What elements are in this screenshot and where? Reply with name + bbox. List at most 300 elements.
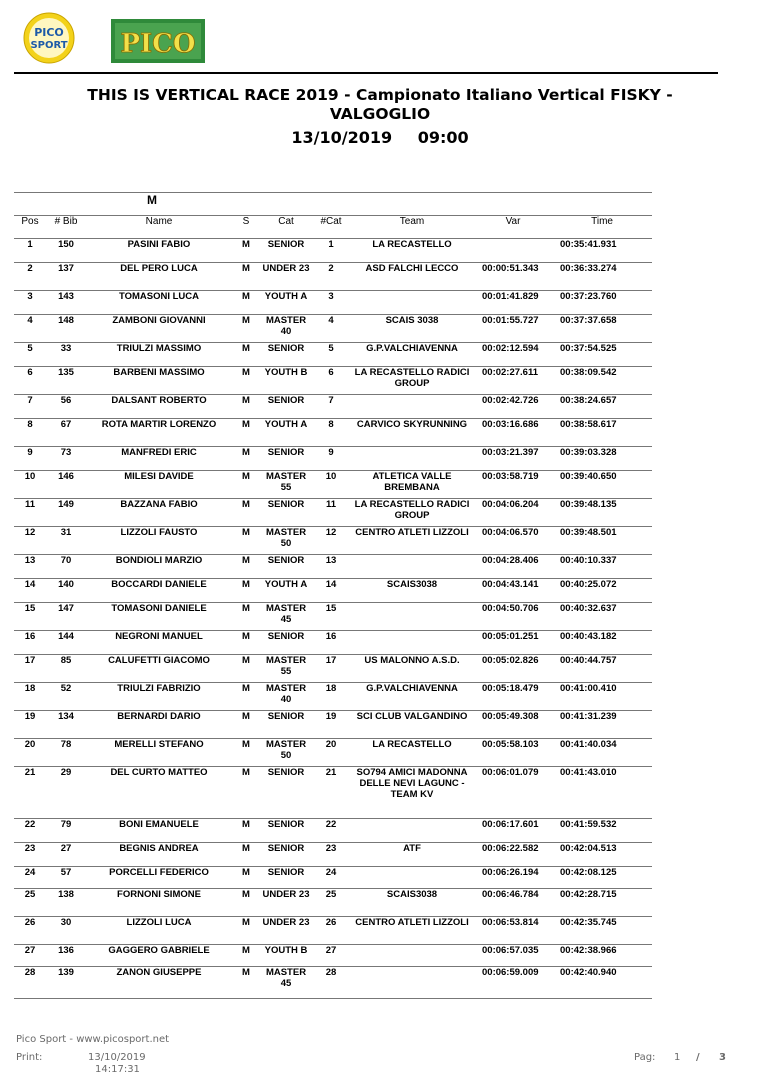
cell-var: 00:02:12.594 [474,343,552,367]
group-row [14,193,652,216]
cell-var: 00:06:59.009 [474,967,552,999]
cell-name: PORCELLI FEDERICO [86,867,232,889]
cell-time: 00:42:38.966 [552,945,652,967]
table-row [14,555,652,579]
cell-time: 00:42:40.940 [552,967,652,999]
cell-ncat: 24 [312,867,350,889]
col-header-bib: # Bib [46,216,86,239]
cell-s: M [232,419,260,447]
cell-cat: SENIOR [260,631,312,655]
cell-time: 00:41:40.034 [552,739,652,767]
pico-event-logo [110,18,206,64]
cell-var: 00:01:55.727 [474,315,552,343]
cell-name: TRIULZI MASSIMO [86,343,232,367]
cell-bib: 67 [46,419,86,447]
cell-var: 00:05:02.826 [474,655,552,683]
cell-cat: YOUTH A [260,419,312,447]
cell-cat: MASTER 50 [260,739,312,767]
cell-name: GAGGERO GABRIELE [86,945,232,967]
cell-team: CARVICO SKYRUNNING [350,419,474,447]
cell-s: M [232,867,260,889]
cell-bib: 29 [46,767,86,819]
cell-pos: 10 [14,471,46,499]
cell-s: M [232,819,260,843]
cell-var: 00:06:53.814 [474,917,552,945]
cell-team: ATF [350,843,474,867]
page-total: 3 [719,1052,726,1063]
cell-cat: SENIOR [260,711,312,739]
cell-team: SCAIS3038 [350,889,474,917]
cell-pos: 1 [14,239,46,263]
cell-time: 00:39:48.501 [552,527,652,555]
cell-name: NEGRONI MANUEL [86,631,232,655]
cell-var: 00:04:28.406 [474,555,552,579]
cell-pos: 4 [14,315,46,343]
cell-var: 00:01:41.829 [474,291,552,315]
cell-pos: 21 [14,767,46,819]
cell-s: M [232,447,260,471]
cell-bib: 143 [46,291,86,315]
cell-name: BARBENI MASSIMO [86,367,232,395]
cell-name: DALSANT ROBERTO [86,395,232,419]
cell-cat: SENIOR [260,343,312,367]
cell-name: ZANON GIUSEPPE [86,967,232,999]
logo2-text: PICO [120,29,196,59]
col-header-name: Name [86,216,232,239]
cell-bib: 79 [46,819,86,843]
col-header-time: Time [552,216,652,239]
cell-name: BONDIOLI MARZIO [86,555,232,579]
cell-bib: 139 [46,967,86,999]
cell-team [350,967,474,999]
cell-time: 00:38:58.617 [552,419,652,447]
table-row [14,683,652,711]
print-label: Print: [16,1052,43,1063]
cell-ncat: 6 [312,367,350,395]
cell-bib: 31 [46,527,86,555]
cell-time: 00:40:25.072 [552,579,652,603]
cell-team [350,603,474,631]
cell-pos: 11 [14,499,46,527]
table-row [14,603,652,631]
cell-var: 00:05:01.251 [474,631,552,655]
cell-team: G.P.VALCHIAVENNA [350,683,474,711]
cell-team: SCI CLUB VALGANDINO [350,711,474,739]
cell-name: BAZZANA FABIO [86,499,232,527]
cell-cat: MASTER 55 [260,471,312,499]
header-divider [14,72,718,74]
cell-team: CENTRO ATLETI LIZZOLI [350,917,474,945]
cell-team: CENTRO ATLETI LIZZOLI [350,527,474,555]
cell-s: M [232,889,260,917]
cell-s: M [232,315,260,343]
col-header-var: Var [474,216,552,239]
table-row [14,263,652,291]
cell-var: 00:04:06.570 [474,527,552,555]
cell-cat: SENIOR [260,555,312,579]
cell-bib: 134 [46,711,86,739]
cell-ncat: 22 [312,819,350,843]
cell-pos: 2 [14,263,46,291]
cell-ncat: 4 [312,315,350,343]
cell-cat: MASTER 45 [260,603,312,631]
pico-sport-logo [22,12,76,64]
table-row [14,315,652,343]
cell-name: TRIULZI FABRIZIO [86,683,232,711]
cell-team [350,291,474,315]
cell-name: BEGNIS ANDREA [86,843,232,867]
cell-var: 00:02:27.611 [474,367,552,395]
cell-var: 00:05:49.308 [474,711,552,739]
cell-s: M [232,555,260,579]
page-label: Pag: [634,1052,656,1063]
cell-cat: YOUTH A [260,579,312,603]
cell-s: M [232,527,260,555]
cell-ncat: 16 [312,631,350,655]
cell-s: M [232,343,260,367]
cell-cat: MASTER 40 [260,315,312,343]
cell-ncat: 11 [312,499,350,527]
cell-team [350,867,474,889]
cell-pos: 14 [14,579,46,603]
page-current: 1 [674,1052,681,1063]
cell-bib: 52 [46,683,86,711]
col-header-cat: Cat [260,216,312,239]
race-time: 09:00 [417,128,469,147]
cell-pos: 23 [14,843,46,867]
cell-team [350,819,474,843]
table-row [14,291,652,315]
logo-text-line1: PICO [34,26,64,39]
cell-s: M [232,917,260,945]
cell-var: 00:05:58.103 [474,739,552,767]
table-row [14,867,652,889]
cell-var: 00:04:06.204 [474,499,552,527]
cell-pos: 22 [14,819,46,843]
cell-cat: MASTER 45 [260,967,312,999]
table-row [14,395,652,419]
cell-ncat: 9 [312,447,350,471]
table-row [14,579,652,603]
cell-cat: MASTER 40 [260,683,312,711]
page-separator: / [696,1052,700,1063]
cell-time: 00:42:28.715 [552,889,652,917]
cell-pos: 20 [14,739,46,767]
cell-var: 00:03:58.719 [474,471,552,499]
cell-ncat: 2 [312,263,350,291]
cell-ncat: 13 [312,555,350,579]
cell-time: 00:41:43.010 [552,767,652,819]
race-datetime [60,128,700,147]
cell-time: 00:40:43.182 [552,631,652,655]
table-row [14,843,652,867]
cell-bib: 137 [46,263,86,291]
cell-time: 00:35:41.931 [552,239,652,263]
cell-cat: YOUTH A [260,291,312,315]
cell-team [350,631,474,655]
cell-var: 00:04:50.706 [474,603,552,631]
table-row [14,367,652,395]
cell-ncat: 8 [312,419,350,447]
cell-ncat: 21 [312,767,350,819]
cell-pos: 5 [14,343,46,367]
cell-bib: 146 [46,471,86,499]
cell-pos: 26 [14,917,46,945]
cell-ncat: 7 [312,395,350,419]
table-row [14,499,652,527]
cell-time: 00:39:48.135 [552,499,652,527]
cell-cat: MASTER 55 [260,655,312,683]
cell-time: 00:37:54.525 [552,343,652,367]
race-title: THIS IS VERTICAL RACE 2019 - Campionato Italiano Vertical FISKY - VALGOGLIO [87,86,673,123]
cell-bib: 73 [46,447,86,471]
cell-ncat: 5 [312,343,350,367]
cell-bib: 85 [46,655,86,683]
cell-ncat: 20 [312,739,350,767]
cell-cat: UNDER 23 [260,917,312,945]
cell-pos: 8 [14,419,46,447]
cell-ncat: 27 [312,945,350,967]
cell-team: G.P.VALCHIAVENNA [350,343,474,367]
cell-pos: 7 [14,395,46,419]
table-row [14,419,652,447]
cell-bib: 70 [46,555,86,579]
cell-cat: SENIOR [260,867,312,889]
cell-cat: UNDER 23 [260,263,312,291]
cell-time: 00:37:37.658 [552,315,652,343]
cell-name: BOCCARDI DANIELE [86,579,232,603]
cell-team: LA RECASTELLO RADICI GROUP [350,499,474,527]
cell-team [350,555,474,579]
cell-s: M [232,603,260,631]
cell-pos: 3 [14,291,46,315]
cell-cat: MASTER 50 [260,527,312,555]
cell-bib: 138 [46,889,86,917]
cell-bib: 147 [46,603,86,631]
col-header-ncat: #Cat [312,216,350,239]
cell-time: 00:41:59.532 [552,819,652,843]
cell-ncat: 23 [312,843,350,867]
cell-name: ROTA MARTIR LORENZO [86,419,232,447]
cell-cat: SENIOR [260,843,312,867]
cell-cat: SENIOR [260,819,312,843]
results-table [14,192,652,999]
cell-name: TOMASONI LUCA [86,291,232,315]
cell-pos: 6 [14,367,46,395]
cell-cat: YOUTH B [260,367,312,395]
cell-s: M [232,843,260,867]
cell-bib: 33 [46,343,86,367]
cell-ncat: 19 [312,711,350,739]
cell-ncat: 18 [312,683,350,711]
table-row [14,471,652,499]
cell-s: M [232,967,260,999]
cell-bib: 144 [46,631,86,655]
cell-time: 00:41:00.410 [552,683,652,711]
cell-time: 00:38:09.542 [552,367,652,395]
cell-name: PASINI FABIO [86,239,232,263]
cell-s: M [232,395,260,419]
cell-ncat: 28 [312,967,350,999]
cell-name: BONI EMANUELE [86,819,232,843]
cell-s: M [232,767,260,819]
cell-name: MANFREDI ERIC [86,447,232,471]
cell-pos: 25 [14,889,46,917]
cell-time: 00:42:04.513 [552,843,652,867]
cell-pos: 16 [14,631,46,655]
table-row [14,239,652,263]
cell-pos: 24 [14,867,46,889]
cell-time: 00:38:24.657 [552,395,652,419]
cell-team: US MALONNO A.S.D. [350,655,474,683]
cell-name: DEL PERO LUCA [86,263,232,291]
cell-team [350,945,474,967]
cell-time: 00:40:10.337 [552,555,652,579]
col-header-sex: S [232,216,260,239]
cell-s: M [232,263,260,291]
cell-time: 00:39:03.328 [552,447,652,471]
table-row [14,343,652,367]
cell-pos: 15 [14,603,46,631]
cell-time: 00:40:44.757 [552,655,652,683]
cell-time: 00:42:35.745 [552,917,652,945]
cell-team: SCAIS3038 [350,579,474,603]
cell-var: 00:06:26.194 [474,867,552,889]
table-row [14,631,652,655]
cell-name: DEL CURTO MATTEO [86,767,232,819]
cell-ncat: 14 [312,579,350,603]
table-row [14,889,652,917]
table-row [14,767,652,819]
cell-ncat: 12 [312,527,350,555]
col-header-pos: Pos [14,216,46,239]
cell-s: M [232,579,260,603]
cell-bib: 140 [46,579,86,603]
cell-pos: 27 [14,945,46,967]
cell-s: M [232,683,260,711]
cell-name: BERNARDI DARIO [86,711,232,739]
cell-bib: 57 [46,867,86,889]
cell-name: CALUFETTI GIACOMO [86,655,232,683]
cell-ncat: 10 [312,471,350,499]
cell-cat: SENIOR [260,499,312,527]
col-header-team: Team [350,216,474,239]
cell-time: 00:37:23.760 [552,291,652,315]
table-row [14,655,652,683]
cell-pos: 19 [14,711,46,739]
cell-pos: 28 [14,967,46,999]
cell-ncat: 15 [312,603,350,631]
table-row [14,945,652,967]
cell-name: LIZZOLI LUCA [86,917,232,945]
cell-team: LA RECASTELLO [350,239,474,263]
cell-name: MILESI DAVIDE [86,471,232,499]
cell-time: 00:36:33.274 [552,263,652,291]
cell-ncat: 17 [312,655,350,683]
table-row [14,711,652,739]
cell-var: 00:05:18.479 [474,683,552,711]
cell-ncat: 25 [312,889,350,917]
table-row [14,917,652,945]
cell-pos: 9 [14,447,46,471]
cell-name: MERELLI STEFANO [86,739,232,767]
cell-s: M [232,367,260,395]
cell-team: LA RECASTELLO [350,739,474,767]
table-row [14,447,652,471]
cell-var: 00:06:57.035 [474,945,552,967]
cell-cat: UNDER 23 [260,889,312,917]
cell-var: 00:00:51.343 [474,263,552,291]
print-time: 14:17:31 [95,1064,140,1075]
cell-s: M [232,711,260,739]
cell-var [474,239,552,263]
table-row [14,819,652,843]
cell-var: 00:03:16.686 [474,419,552,447]
cell-var: 00:03:21.397 [474,447,552,471]
cell-cat: SENIOR [260,767,312,819]
cell-name: FORNONI SIMONE [86,889,232,917]
cell-pos: 13 [14,555,46,579]
cell-bib: 27 [46,843,86,867]
cell-bib: 150 [46,239,86,263]
cell-var: 00:02:42.726 [474,395,552,419]
cell-pos: 12 [14,527,46,555]
cell-time: 00:40:32.637 [552,603,652,631]
table-row [14,967,652,999]
cell-pos: 18 [14,683,46,711]
table-row [14,527,652,555]
logo-text-line2: SPORT [30,40,68,51]
cell-team: ASD FALCHI LECCO [350,263,474,291]
cell-team: LA RECASTELLO RADICI GROUP [350,367,474,395]
cell-ncat: 26 [312,917,350,945]
cell-name: TOMASONI DANIELE [86,603,232,631]
footer-site: Pico Sport - www.picosport.net [16,1034,170,1045]
print-date: 13/10/2019 [88,1052,146,1063]
cell-team: SO794 AMICI MADONNA DELLE NEVI LAGUNC -TEAM KV [350,767,474,819]
cell-pos: 17 [14,655,46,683]
cell-bib: 30 [46,917,86,945]
cell-name: LIZZOLI FAUSTO [86,527,232,555]
cell-bib: 135 [46,367,86,395]
header-row [14,216,652,239]
cell-var: 00:06:17.601 [474,819,552,843]
cell-team: SCAIS 3038 [350,315,474,343]
cell-time: 00:41:31.239 [552,711,652,739]
cell-cat: YOUTH B [260,945,312,967]
cell-ncat: 3 [312,291,350,315]
cell-cat: SENIOR [260,395,312,419]
cell-bib: 149 [46,499,86,527]
cell-team [350,447,474,471]
cell-var: 00:06:01.079 [474,767,552,819]
cell-bib: 148 [46,315,86,343]
cell-s: M [232,499,260,527]
cell-bib: 136 [46,945,86,967]
race-date: 13/10/2019 [291,128,393,147]
cell-var: 00:04:43.141 [474,579,552,603]
table-row [14,739,652,767]
cell-team [350,395,474,419]
cell-ncat: 1 [312,239,350,263]
cell-s: M [232,945,260,967]
group-label: M [14,193,652,216]
cell-bib: 78 [46,739,86,767]
cell-bib: 56 [46,395,86,419]
cell-cat: SENIOR [260,239,312,263]
cell-s: M [232,655,260,683]
cell-s: M [232,471,260,499]
